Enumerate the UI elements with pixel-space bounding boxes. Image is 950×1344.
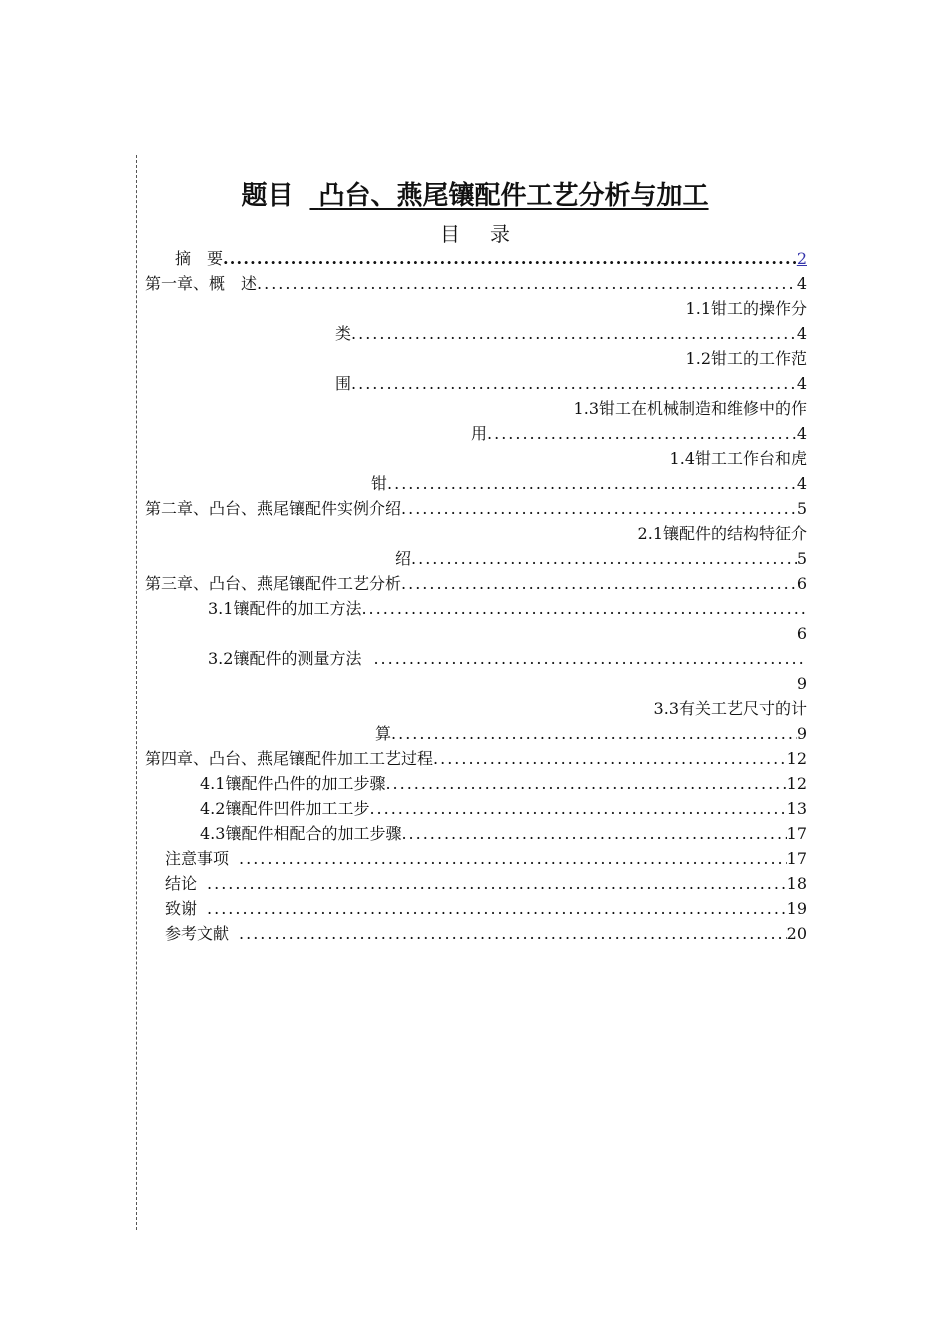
- toc-page: 17: [786, 824, 807, 843]
- toc-label: 4.3镶配件相配合的加工步骤: [200, 824, 402, 843]
- toc-entry-3-2-line2[interactable]: [145, 671, 807, 696]
- toc-page: 18: [786, 874, 807, 893]
- toc-label: 2.1镶配件的结构特征介: [637, 524, 807, 543]
- toc-entry-2-1-line1[interactable]: [145, 521, 807, 546]
- toc-leader: [369, 796, 786, 821]
- toc-entry-3-2-line1[interactable]: [145, 646, 807, 671]
- toc-label: 1.1钳工的操作分: [685, 299, 807, 318]
- toc-label: 致谢: [165, 899, 198, 918]
- toc-leader: [361, 596, 807, 621]
- toc-leader: [385, 771, 786, 796]
- toc-label: 1.2钳工的工作范: [685, 349, 807, 368]
- toc-entry-3-1-line1[interactable]: [145, 596, 807, 621]
- toc-entry-4-2[interactable]: [145, 796, 807, 821]
- toc-leader: [223, 246, 797, 271]
- toc-page: 19: [786, 899, 807, 918]
- toc-page: 4: [796, 324, 807, 343]
- toc-label: 注意事项: [165, 849, 230, 868]
- toc-label: 钳: [371, 474, 388, 493]
- toc-page: 4: [796, 374, 807, 393]
- toc-entry-1-2-line1[interactable]: [145, 346, 807, 371]
- toc-entry-chapter-1[interactable]: [145, 271, 807, 296]
- toc-label: 第四章、凸台、燕尾镶配件加工工艺过程: [145, 749, 434, 768]
- title-subject: 凸台、燕尾镶配件工艺分析与加工: [318, 181, 709, 211]
- toc-page: 13: [786, 799, 807, 818]
- toc-entry-1-3-line2[interactable]: [145, 421, 807, 446]
- toc-entry-1-4-line2[interactable]: [145, 471, 807, 496]
- toc-leader: [401, 821, 786, 846]
- toc-leader: [373, 646, 807, 671]
- toc-entry-notes[interactable]: [145, 846, 807, 871]
- toc-entry-1-3-line1[interactable]: [145, 396, 807, 421]
- toc-label: 类: [335, 324, 352, 343]
- toc-label: 绍: [395, 549, 412, 568]
- toc-page: 4: [796, 274, 807, 293]
- toc-leader: [351, 371, 797, 396]
- toc-label: 结论: [165, 874, 198, 893]
- document-title: [0, 176, 950, 216]
- toc-page: 9: [796, 724, 807, 743]
- toc-leader: [411, 546, 797, 571]
- toc-entry-1-1-line2[interactable]: [145, 321, 807, 346]
- toc-entry-4-1[interactable]: [145, 771, 807, 796]
- toc-leader: [257, 271, 797, 296]
- toc-page: 12: [786, 749, 807, 768]
- toc-page: 6: [796, 624, 807, 643]
- toc-entry-thanks[interactable]: [145, 896, 807, 921]
- toc-label: 1.4钳工工作台和虎: [669, 449, 807, 468]
- toc-page: 4: [796, 424, 807, 443]
- binding-line: [136, 155, 137, 1230]
- toc-label: 围: [335, 374, 352, 393]
- toc-leader: [239, 921, 787, 946]
- toc-page: 12: [786, 774, 807, 793]
- toc-page: 9: [796, 674, 807, 693]
- toc-entry-4-3[interactable]: [145, 821, 807, 846]
- toc-label: 摘 要: [175, 249, 224, 268]
- toc-entry-1-1-line1[interactable]: [145, 296, 807, 321]
- toc-label: 1.3钳工在机械制造和维修中的作: [573, 399, 807, 418]
- toc-page: 4: [796, 474, 807, 493]
- toc-page: 20: [786, 924, 807, 943]
- toc-leader: [401, 496, 797, 521]
- toc-page-link[interactable]: 2: [796, 249, 807, 268]
- toc-entry-3-1-line2[interactable]: [145, 621, 807, 646]
- toc-entry-abstract[interactable]: [145, 246, 807, 271]
- toc-entry-chapter-2[interactable]: [145, 496, 807, 521]
- toc-entry-1-4-line1[interactable]: [145, 446, 807, 471]
- toc-label: 第一章、概 述: [145, 274, 258, 293]
- toc-leader: [351, 321, 797, 346]
- toc-page: 5: [796, 549, 807, 568]
- toc-heading: 目录: [440, 222, 540, 246]
- toc-label: 3.1镶配件的加工方法: [208, 599, 362, 618]
- toc-entry-references[interactable]: [145, 921, 807, 946]
- toc-label: 用: [471, 424, 488, 443]
- toc-label: 第二章、凸台、燕尾镶配件实例介绍: [145, 499, 402, 518]
- toc-label: 4.1镶配件凸件的加工步骤: [200, 774, 386, 793]
- toc-label: 算: [375, 724, 392, 743]
- toc-entry-chapter-4[interactable]: [145, 746, 807, 771]
- toc-label: 第三章、凸台、燕尾镶配件工艺分析: [145, 574, 402, 593]
- toc-entry-1-2-line2[interactable]: [145, 371, 807, 396]
- toc-leader: [391, 721, 797, 746]
- toc-page: 17: [786, 849, 807, 868]
- toc-page: 6: [796, 574, 807, 593]
- toc-entry-3-3-line2[interactable]: [145, 721, 807, 746]
- toc-leader: [487, 421, 797, 446]
- toc-leader: [207, 871, 787, 896]
- toc-leader: [433, 746, 787, 771]
- toc-leader: [387, 471, 797, 496]
- toc-entry-3-3-line1[interactable]: [145, 696, 807, 721]
- toc-entry-chapter-3[interactable]: [145, 571, 807, 596]
- toc-leader: [401, 571, 797, 596]
- toc-label: 4.2镶配件凹件加工工步: [200, 799, 370, 818]
- toc-entry-2-1-line2[interactable]: [145, 546, 807, 571]
- title-prefix: 题目: [241, 181, 294, 211]
- table-of-contents: [145, 246, 807, 946]
- toc-label: 3.2镶配件的测量方法: [208, 649, 362, 668]
- toc-entry-conclusion[interactable]: [145, 871, 807, 896]
- toc-leader: [239, 846, 787, 871]
- toc-label: 3.3有关工艺尺寸的计: [653, 699, 807, 718]
- toc-page: 5: [796, 499, 807, 518]
- toc-leader: [207, 896, 787, 921]
- toc-label: 参考文献: [165, 924, 230, 943]
